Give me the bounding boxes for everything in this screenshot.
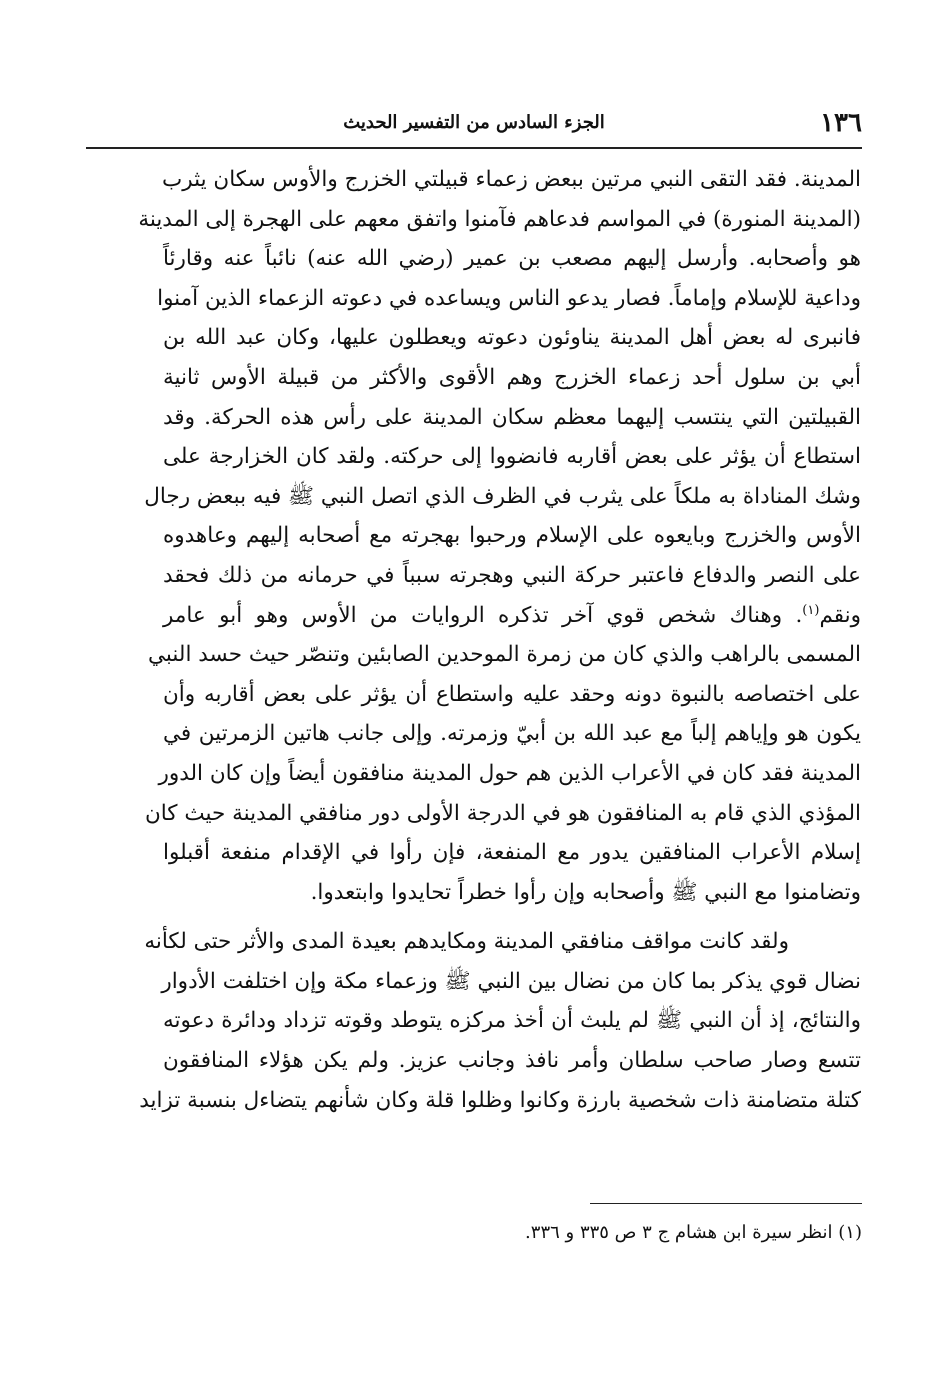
text-line: كتلة متضامنة ذات شخصية بارزة وكانوا وظلوا قلة وكان شأنهم يتضاءل بنسبة تزايد <box>139 1087 861 1113</box>
text-line: المسمى بالراهب والذي كان من زمرة الموحدين الصابئين وتنصّر حيث حسد النبي <box>148 642 861 668</box>
text-line: أبي بن سلول أحد زعماء الخزرج وهم الأقوى والأكثر من قبيلة الأوس ثانية <box>163 364 861 390</box>
text-segment: . وهناك شخص قوي آخر تذكره الروايات من الأوس وهو أبو عامر <box>163 602 803 628</box>
text-line: وشك المناداة به ملكاً على يثرب في الظرف الذي اتصل النبي ﷺ فيه ببعض رجال <box>144 483 861 509</box>
paragraph <box>139 922 861 1120</box>
text-segment: ونقم <box>819 602 861 628</box>
text-line: على اختصاصه بالنبوة دونه وحقد عليه واستطاع أن يؤثر على بعض أقاربه وأن <box>163 681 861 707</box>
text-line: على النصر والدفاع فاعتبر حركة النبي وهجرته سبباً في حرمانه من ذلك فحقد <box>163 562 861 588</box>
footnote-rule <box>590 1203 862 1204</box>
running-title: الجزء السادس من التفسير الحديث <box>343 112 605 133</box>
text-line: ولقد كانت مواقف منافقي المدينة ومكايدهم بعيدة المدى والأثر حتى لكأنه <box>144 929 789 955</box>
text-line: استطاع أن يؤثر على بعض أقاربه فانضووا إلى حركته. ولقد كان الخزارجة على <box>163 444 861 470</box>
text-line: نضال قوي يذكر بما كان من نضال بين النبي ﷺ وزعماء مكة وإن اختلفت الأدوار <box>161 968 861 994</box>
paragraph <box>138 160 861 912</box>
text-line: المدينة فقد كان في الأعراب الذين هم حول المدينة منافقون أيضاً وإن كان الدور <box>158 760 861 786</box>
text-line: المؤذي الذي قام به المنافقون هو في الدرجة الأولى دور منافقي المدينة حيث كان <box>144 800 861 826</box>
text-line: فانبرى له بعض أهل المدينة يناوئون دعوته ويعطلون عليها، وكان عبد الله بن <box>163 325 861 351</box>
text-line: المدينة. فقد التقى النبي مرتين ببعض زعماء قبيلتي الخزرج والأوس سكان يثرب <box>162 167 861 192</box>
text-line: إسلام الأعراب المنافقين يدور مع المنفعة، فإن رأوا في الإقدام منفعة أقبلوا <box>163 840 861 866</box>
text-line: تتسع وصار صاحب سلطان وأمر نافذ وجانب عزيز. ولم يكن هؤلاء المنافقون <box>163 1048 861 1074</box>
page-number: ١٣٦ <box>820 108 862 138</box>
text-line <box>163 596 861 636</box>
text-line: القبيلتين التي ينتسب إليهما معظم سكان المدينة على رأس هذه الحركة. وقد <box>163 404 861 430</box>
text-line: يكون هو وإياهم إلباً مع عبد الله بن أبيّ وزمرته. وإلى جانب هاتين الزمرتين في <box>163 721 861 747</box>
footnote: (١) انظر سيرة ابن هشام ج ٣ ص ٣٣٥ و ٣٣٦. <box>525 1222 862 1243</box>
body-text <box>138 160 861 1120</box>
text-line: وداعية للإسلام وإماماً. فصار يدعو الناس ويساعده في دعوته الزعماء الذين آمنوا <box>157 285 861 311</box>
text-line: (المدينة المنورة) في المواسم فدعاهم فآمنوا واتفق معهم على الهجرة إلى المدينة <box>138 206 861 232</box>
text-line: وتضامنوا مع النبي ﷺ وأصحابه وإن رأوا خطراً تحايدوا وابتعدوا. <box>310 879 861 905</box>
text-line: الأوس والخزرج وبايعوه على الإسلام ورحبوا بهجرته مع أصحابه إليهم وعاهدوه <box>163 523 861 549</box>
footnote-ref[interactable]: (١) <box>802 602 820 618</box>
page-header <box>86 104 862 148</box>
text-line: هو وأصحابه. وأرسل إليهم مصعب بن عمير (رضي الله عنه) نائباً عنه وقارئاً <box>163 246 861 272</box>
header-rule <box>86 147 862 149</box>
text-line: والنتائج، إذ أن النبي ﷺ لم يلبث أن أخذ مركزه يتوطد وقوته تزداد ودائرة دعوته <box>163 1008 861 1034</box>
